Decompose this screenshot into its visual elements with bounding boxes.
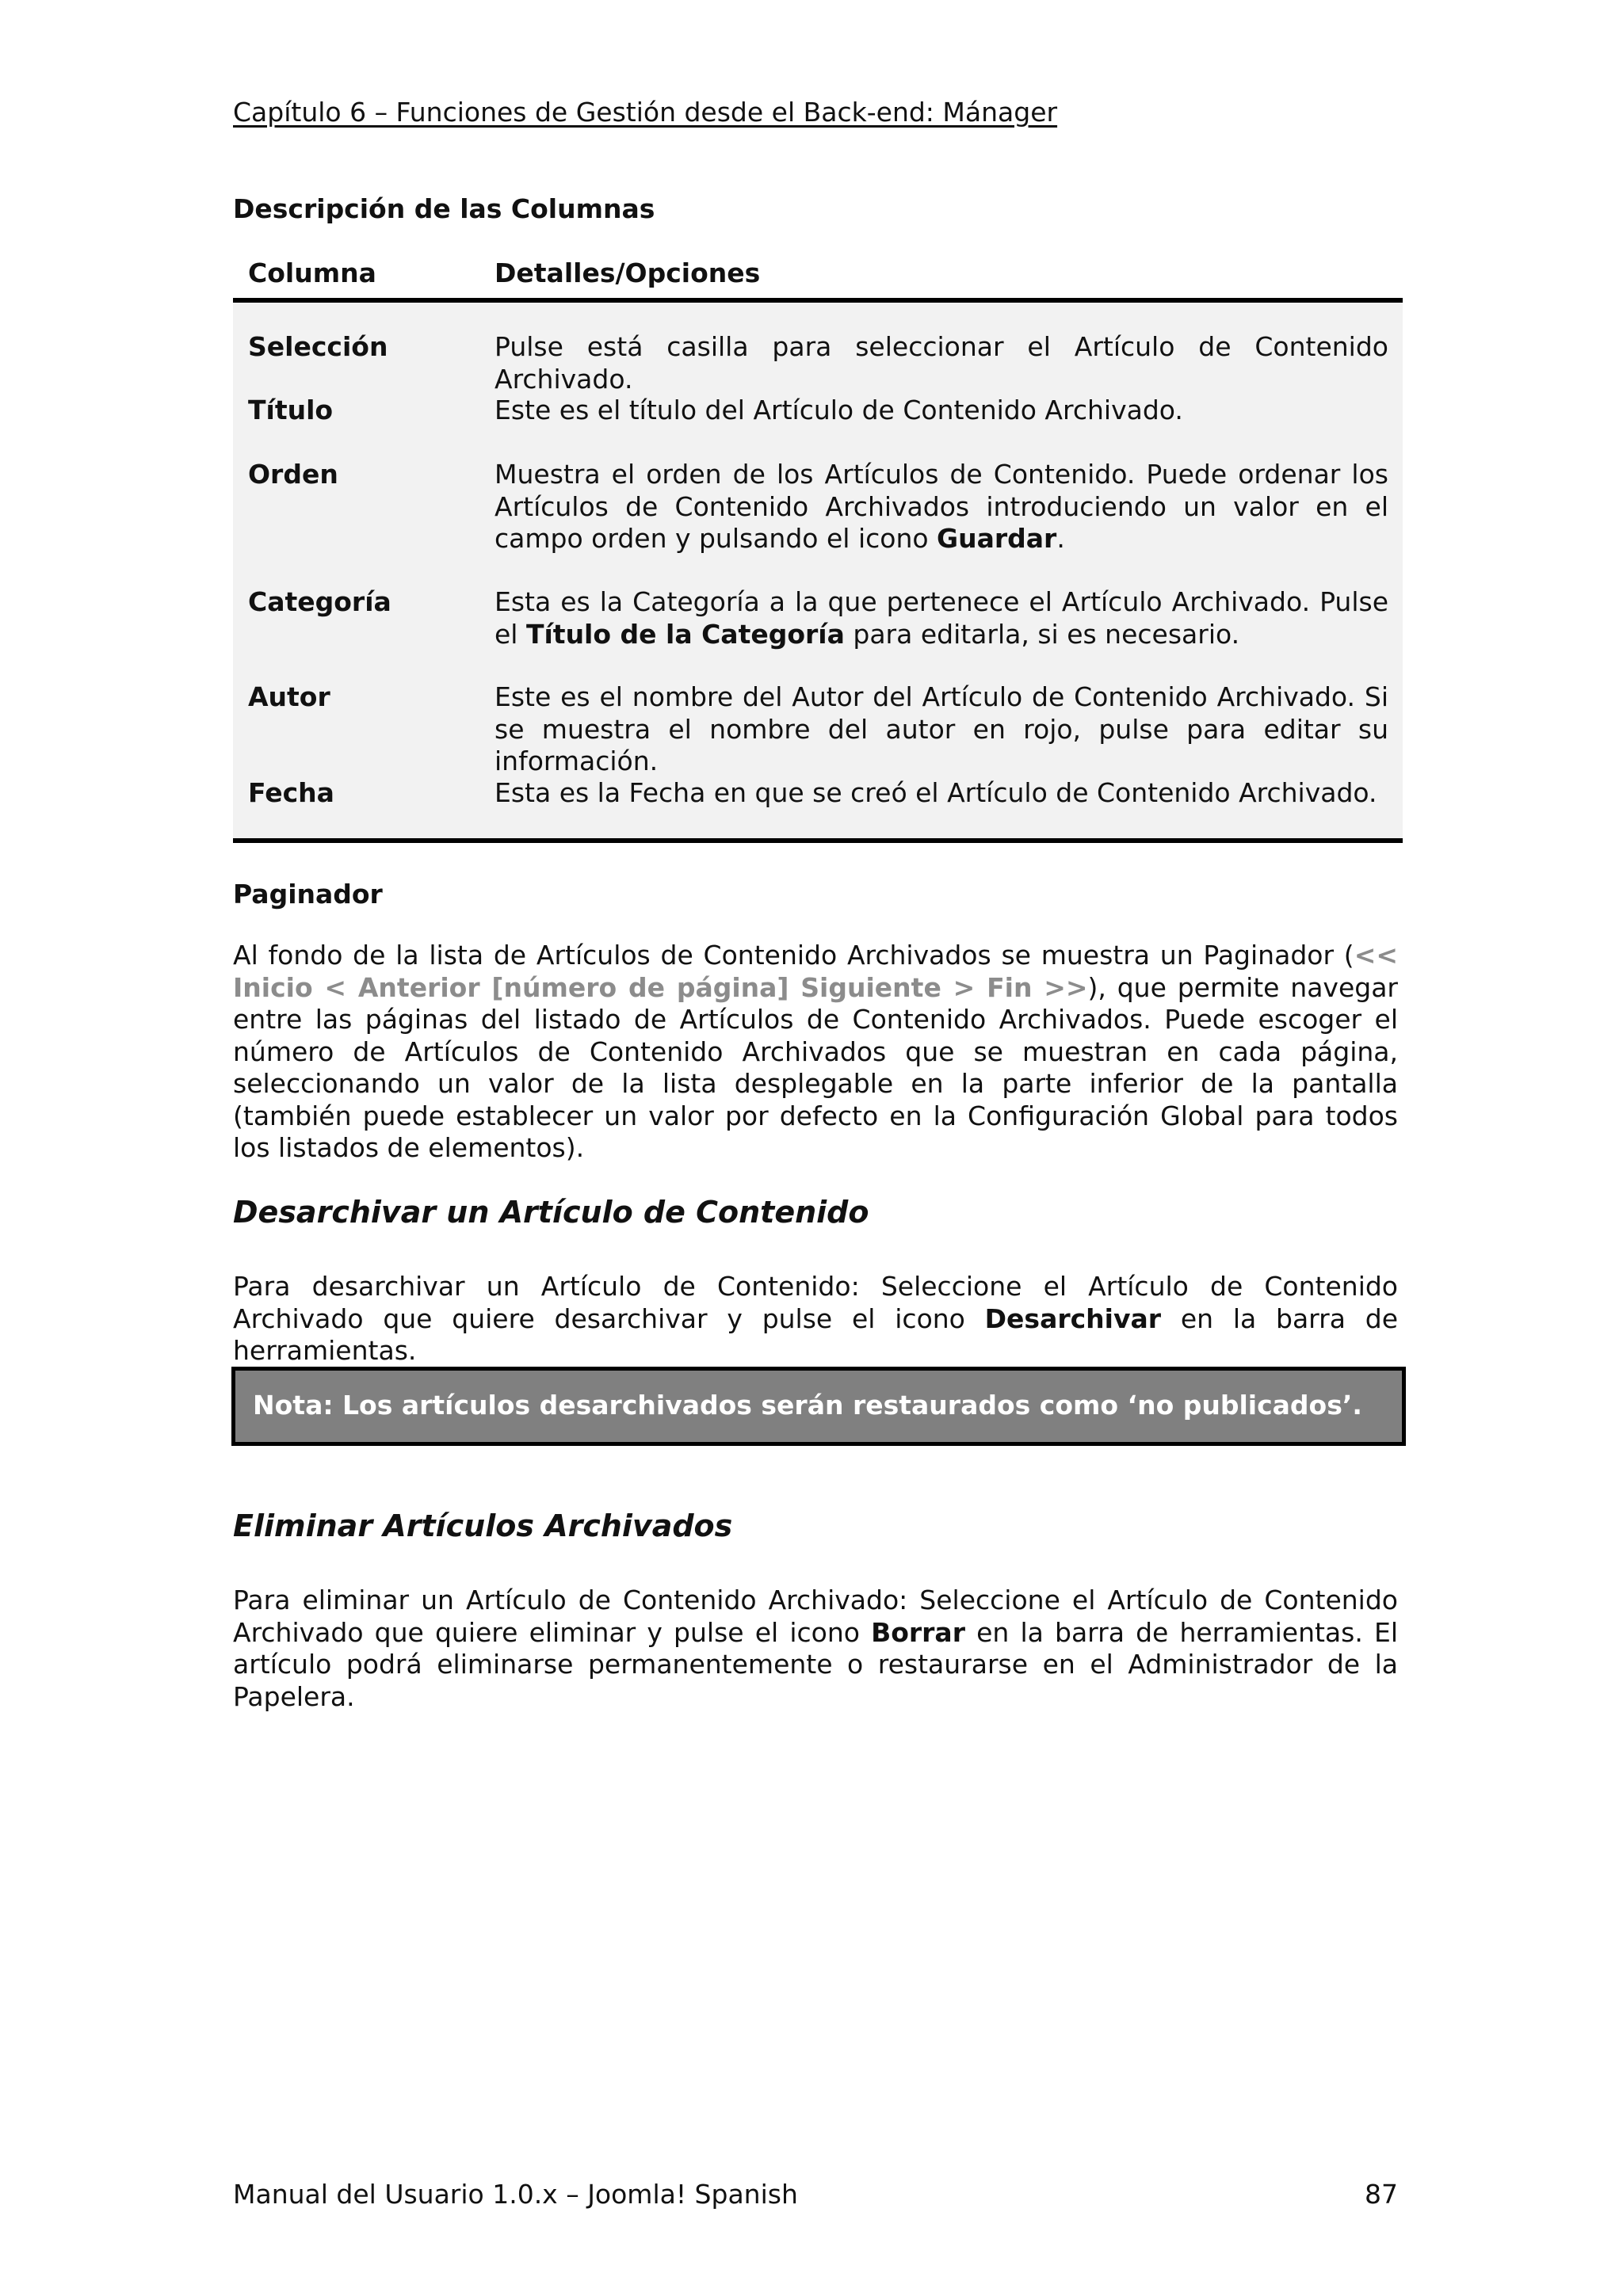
table-row-term-autor: Autor [248, 681, 330, 712]
table-header-details: Detalles/Opciones [495, 257, 761, 288]
table-row-desc-seleccion: Pulse está casilla para seleccionar el Artículo de Contenido Archivado. [495, 331, 1388, 395]
orden-desc-text: Muestra el orden de los Artículos de Contenido. Puede ordenar los Artículos de Contenido Archivados introduciendo un valor en el campo orden y pulsando el icono [495, 459, 1388, 554]
unarchive-text-a: Para desarchivar un Artículo de Contenido: Seleccione el Artículo de Contenido Archivado que quiere desarchivar y pulse el icono [233, 1271, 1398, 1334]
table-row-term-fecha: Fecha [248, 777, 334, 808]
delete-section-title: Eliminar Artículos Archivados [233, 1508, 733, 1543]
note-text: Nota: Los artículos desarchivados serán restaurados como ‘no publicados’. [253, 1390, 1362, 1421]
table-row-term-titulo: Título [248, 395, 334, 425]
table-row-desc-autor: Este es el nombre del Autor del Artículo de Contenido Archivado. Si se muestra el nombre del autor en rojo, pulse para editar su información. [495, 681, 1388, 776]
paginator-text-a: Al fondo de la lista de Artículos de Contenido Archivados se muestra un Paginador ( [233, 940, 1354, 971]
table-row-term-categoria: Categoría [248, 586, 391, 617]
unarchive-text-b: en la barra de herramientas. [233, 1302, 1398, 1366]
orden-desc-end: . [1056, 523, 1065, 554]
borrar-bold: Borrar [871, 1616, 965, 1648]
guardar-bold: Guardar [937, 523, 1057, 554]
paginator-heading: Paginador [233, 879, 383, 910]
table-row-desc-titulo: Este es el título del Artículo de Contenido Archivado. [495, 395, 1183, 425]
unarchive-section-title: Desarchivar un Artículo de Contenido [233, 1195, 869, 1230]
paginator-paragraph [233, 940, 1398, 1165]
delete-text-a: Para eliminar un Artículo de Contenido Archivado: Seleccione el Artículo de Contenido Archivado que quiere eliminar y pulse el icono [233, 1585, 1398, 1648]
table-row-desc-orden [495, 459, 1388, 555]
titulo-categoria-bold: Título de la Categoría [525, 618, 845, 650]
categoria-desc-text: Esta es la Categoría a la que pertenece el Artículo Archivado. Pulse el [495, 586, 1388, 650]
footer-title: Manual del Usuario 1.0.x – Joomla! Spanish [233, 2179, 798, 2210]
unarchive-paragraph [233, 1271, 1398, 1367]
table-row-desc-categoria [495, 586, 1388, 650]
running-head: Capítulo 6 – Funciones de Gestión desde el Back-end: Mánager [233, 97, 1058, 128]
paginator-text-b: ), que permite navegar entre las páginas del listado de Artículos de Contenido Archivados. Puede escoger el número de Artículos de Contenido Archivados que se muestran en cada página, seleccionando un valor de la lista desplegable en la parte inferior de la pantalla (también puede establecer un valor por defecto en la Configuración Global para todos los listados de elementos). [233, 971, 1398, 1163]
page-number: 87 [1365, 2179, 1398, 2210]
table-row-term-seleccion: Selección [248, 331, 388, 362]
paginator-nav-sample: << Inicio < Anterior [número de página] Siguiente > Fin >> [233, 940, 1398, 1003]
table-row-term-orden: Orden [248, 459, 338, 490]
note-box [231, 1367, 1406, 1446]
table-row-desc-fecha: Esta es la Fecha en que se creó el Artículo de Contenido Archivado. [495, 777, 1377, 808]
columns-section-heading: Descripción de las Columnas [233, 193, 655, 224]
categoria-desc-end: para editarla, si es necesario. [844, 618, 1240, 650]
delete-paragraph [233, 1585, 1398, 1713]
delete-text-b: en la barra de herramientas. El artículo podrá eliminarse permanentemente o restaurarse en el Administrador de la Papelera. [233, 1616, 1398, 1712]
desarchivar-bold: Desarchivar [984, 1302, 1162, 1334]
table-header-column: Columna [248, 257, 376, 288]
